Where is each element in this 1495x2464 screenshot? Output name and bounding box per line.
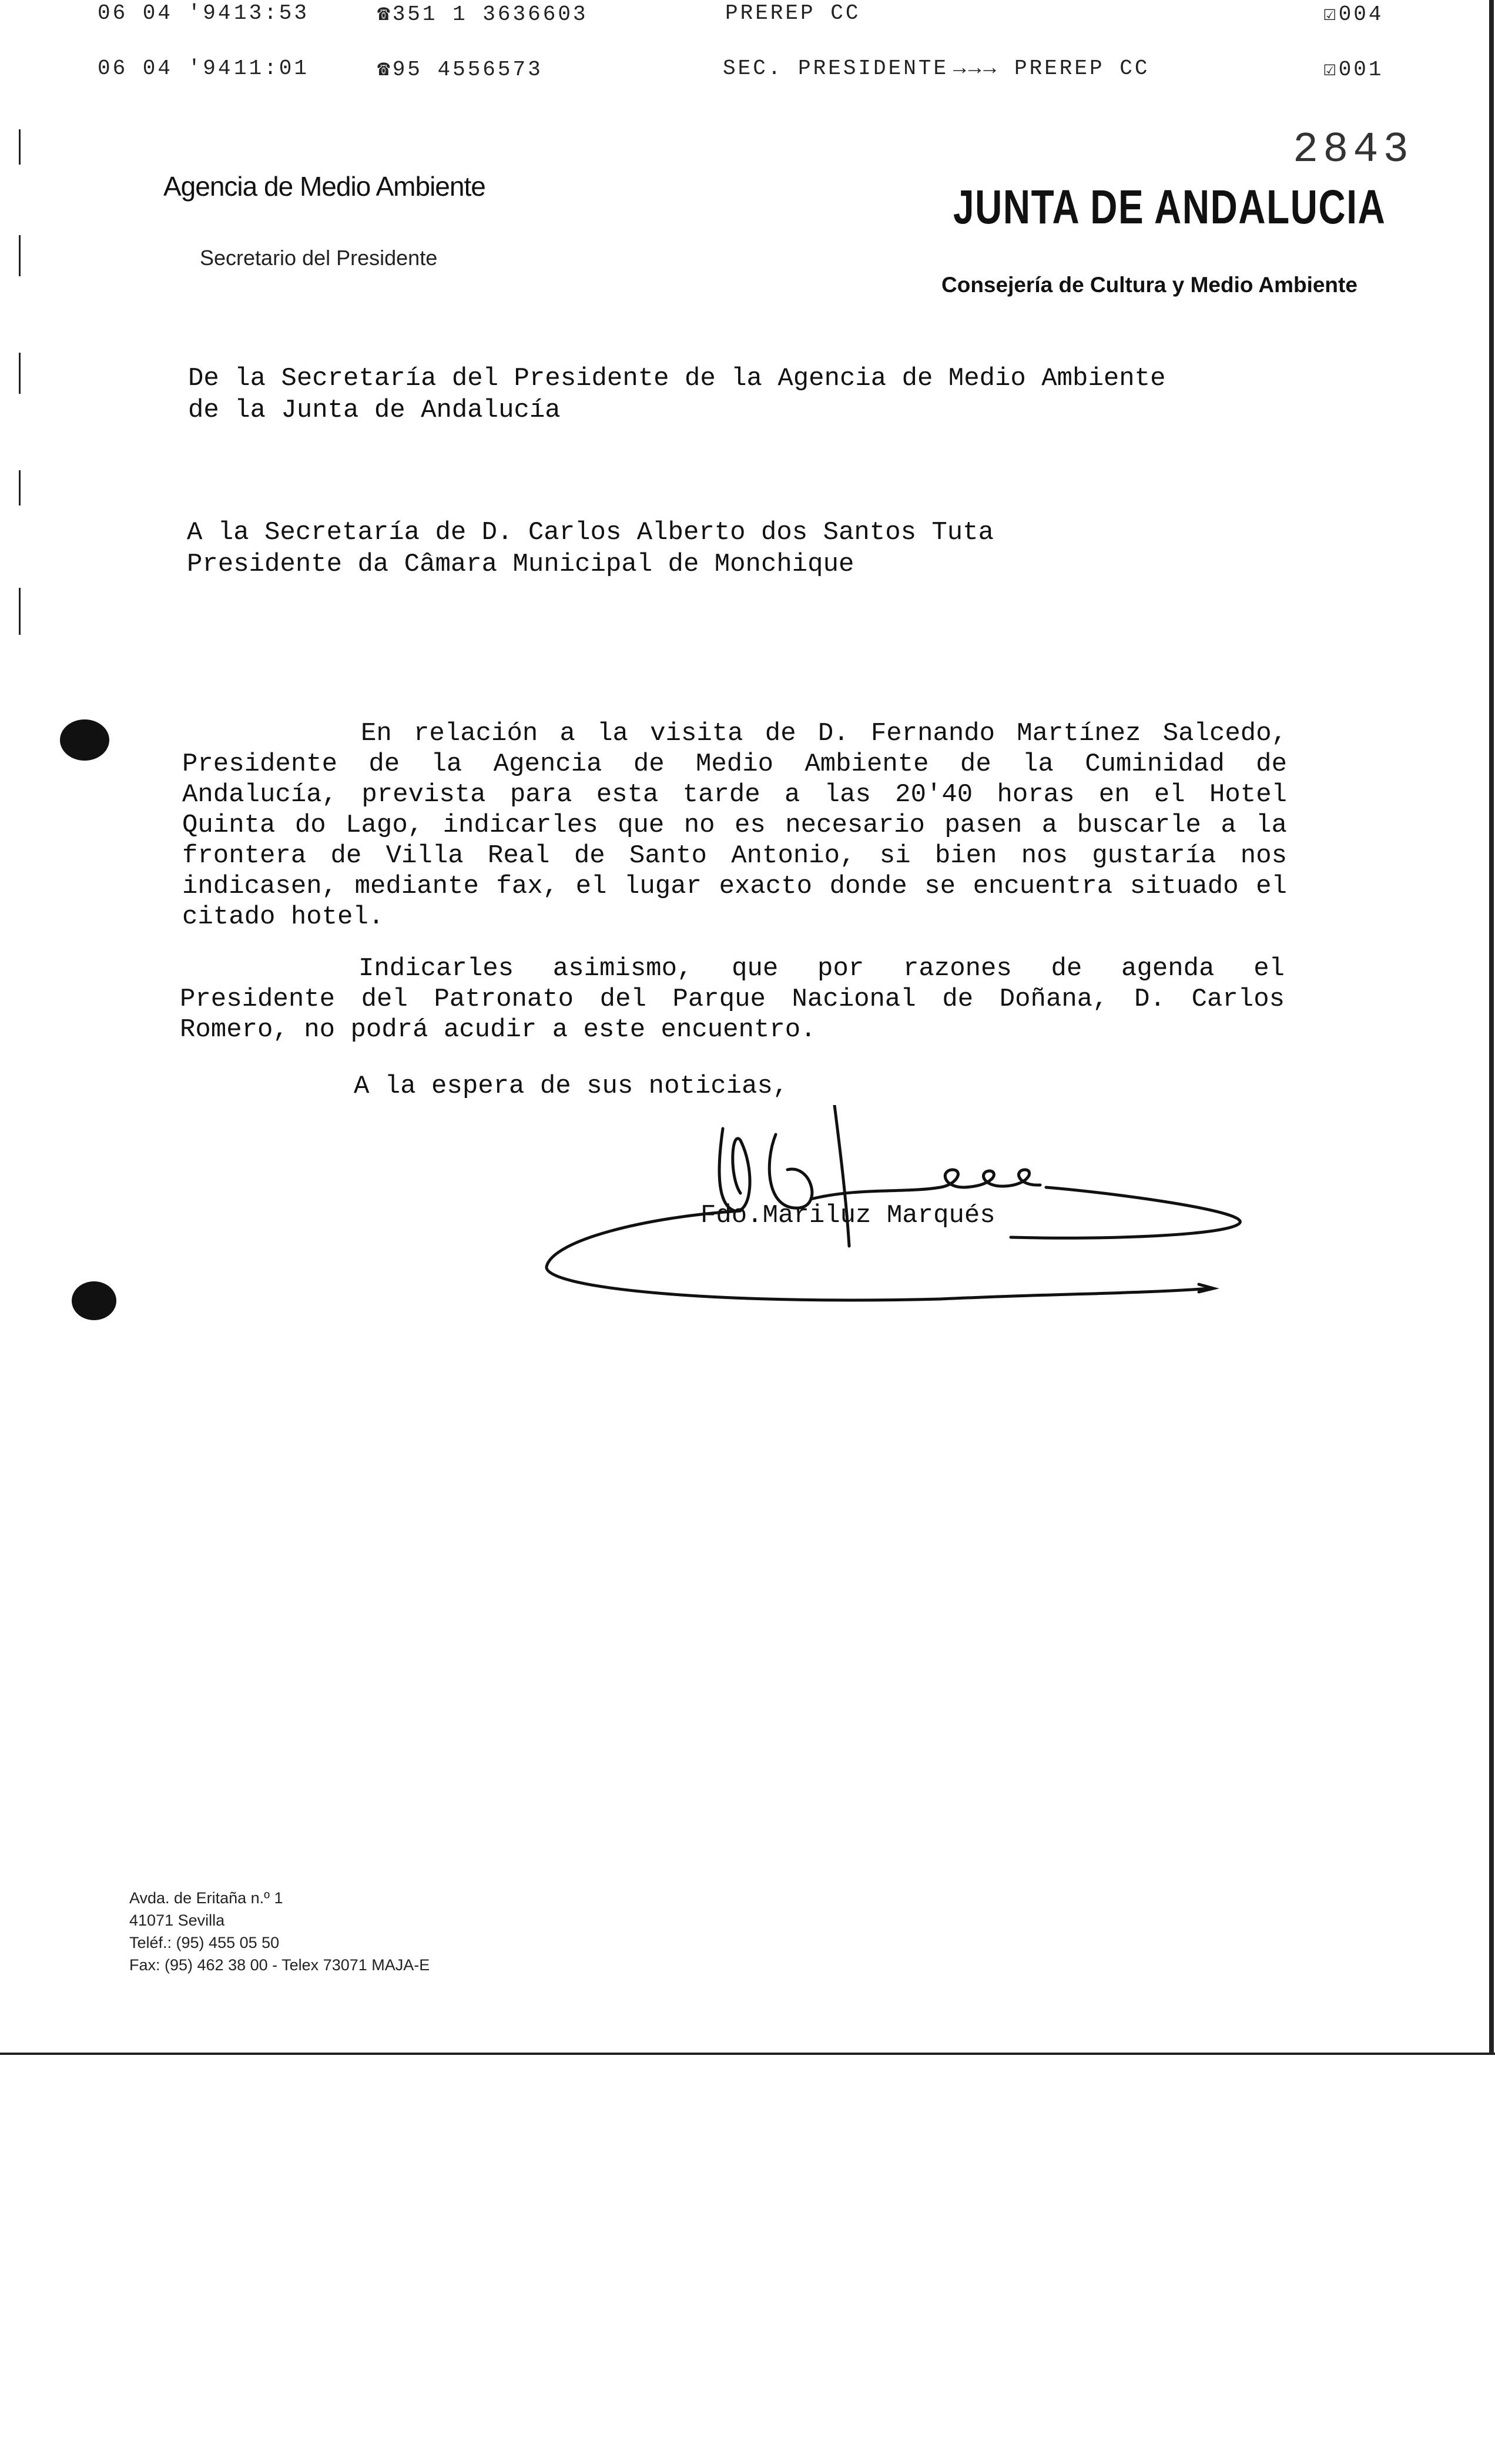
body-paragraph-1: En relación a la visita de D. Fernando Martínez Salcedo, Presidente de la Agencia de Medio Ambiente de la Cuminidad de Andalucía, prevista para esta tarde a las 20'40 horas en el Hotel Quinta do Lago, indicarles que no es necesario pasen a buscarle a la frontera de Villa Real de Santo Antonio, si bien nos gustaría nos indicasen, mediante fax, el lugar exacto donde se encuentra situado el citado hotel. <box>182 719 1287 932</box>
footer-address: Avda. de Eritaña n.º 1 <box>129 1889 283 1907</box>
fax-header-dest-1: PREREP CC <box>725 1 861 25</box>
to-line-2: Presidente da Câmara Municipal de Monchique <box>187 550 854 579</box>
fax-header-page-2-number: 001 <box>1338 58 1384 82</box>
punch-hole-top <box>60 719 109 761</box>
fax-header-time-1: 13:53 <box>234 1 310 25</box>
body-paragraph-2: Indicarles asimismo, que por razones de agenda el Presidente del Patronato del Parque Nacional de Doñana, D. Carlos Romero, no podrá acudir a este encuentro. <box>180 954 1285 1044</box>
telephone-icon: ☎ <box>377 58 393 82</box>
fax-header-time-2: 11:01 <box>234 56 310 81</box>
reference-number: 2843 <box>1293 126 1413 174</box>
fax-header-page-1 <box>1323 1 1384 26</box>
punch-hole-bottom <box>72 1281 116 1320</box>
page-bottom-edge <box>0 2053 1495 2055</box>
office-name: Secretario del Presidente <box>200 246 438 270</box>
scan-mark <box>19 470 21 505</box>
fax-header-phone-1 <box>377 1 588 26</box>
fax-header-dest-2: SEC. PRESIDENTE <box>723 56 949 81</box>
fax-header-dest2-2: PREREP CC <box>1014 56 1150 81</box>
scan-mark <box>19 588 21 635</box>
fax-header-phone-2 <box>377 56 543 82</box>
telephone-icon: ☎ <box>377 2 393 26</box>
fax-header-page-2 <box>1323 56 1384 82</box>
page-icon: ☑ <box>1323 58 1339 82</box>
scan-mark <box>19 235 21 276</box>
fax-header-page-1-number: 004 <box>1338 2 1384 26</box>
scan-mark <box>19 353 21 394</box>
fax-header-phone-1-number: 351 1 3636603 <box>392 2 588 26</box>
signature-name: Fdo.Mariluz Marqués <box>700 1201 995 1230</box>
footer-address-block <box>129 1887 430 1976</box>
page-right-edge <box>1489 0 1494 2054</box>
footer-phone: Teléf.: (95) 455 05 50 <box>129 1934 280 1951</box>
scan-mark <box>19 129 21 165</box>
from-line-2: de la Junta de Andalucía <box>188 396 561 425</box>
footer-fax: Fax: (95) 462 38 00 - Telex 73071 MAJA-E <box>129 1956 430 1974</box>
fax-header-phone-2-number: 95 4556573 <box>392 58 543 82</box>
from-line-1: De la Secretaría del Presidente de la Agencia de Medio Ambiente <box>188 364 1166 393</box>
closing-line: A la espera de sus noticias, <box>354 1072 789 1101</box>
fax-header-date-1: 06 04 '94 <box>98 1 233 25</box>
consejeria-name: Consejería de Cultura y Medio Ambiente <box>941 273 1357 297</box>
fax-header-date-2: 06 04 '94 <box>98 56 233 81</box>
to-line-1: A la Secretaría de D. Carlos Alberto dos Santos Tuta <box>187 518 994 547</box>
agency-name: Agencia de Medio Ambiente <box>163 171 485 202</box>
fax-header-arrow: →→→ <box>953 56 998 81</box>
footer-city: 41071 Sevilla <box>129 1911 225 1929</box>
page-icon: ☑ <box>1323 2 1339 26</box>
junta-logo-text: JUNTA DE ANDALUCIA <box>953 180 1386 234</box>
